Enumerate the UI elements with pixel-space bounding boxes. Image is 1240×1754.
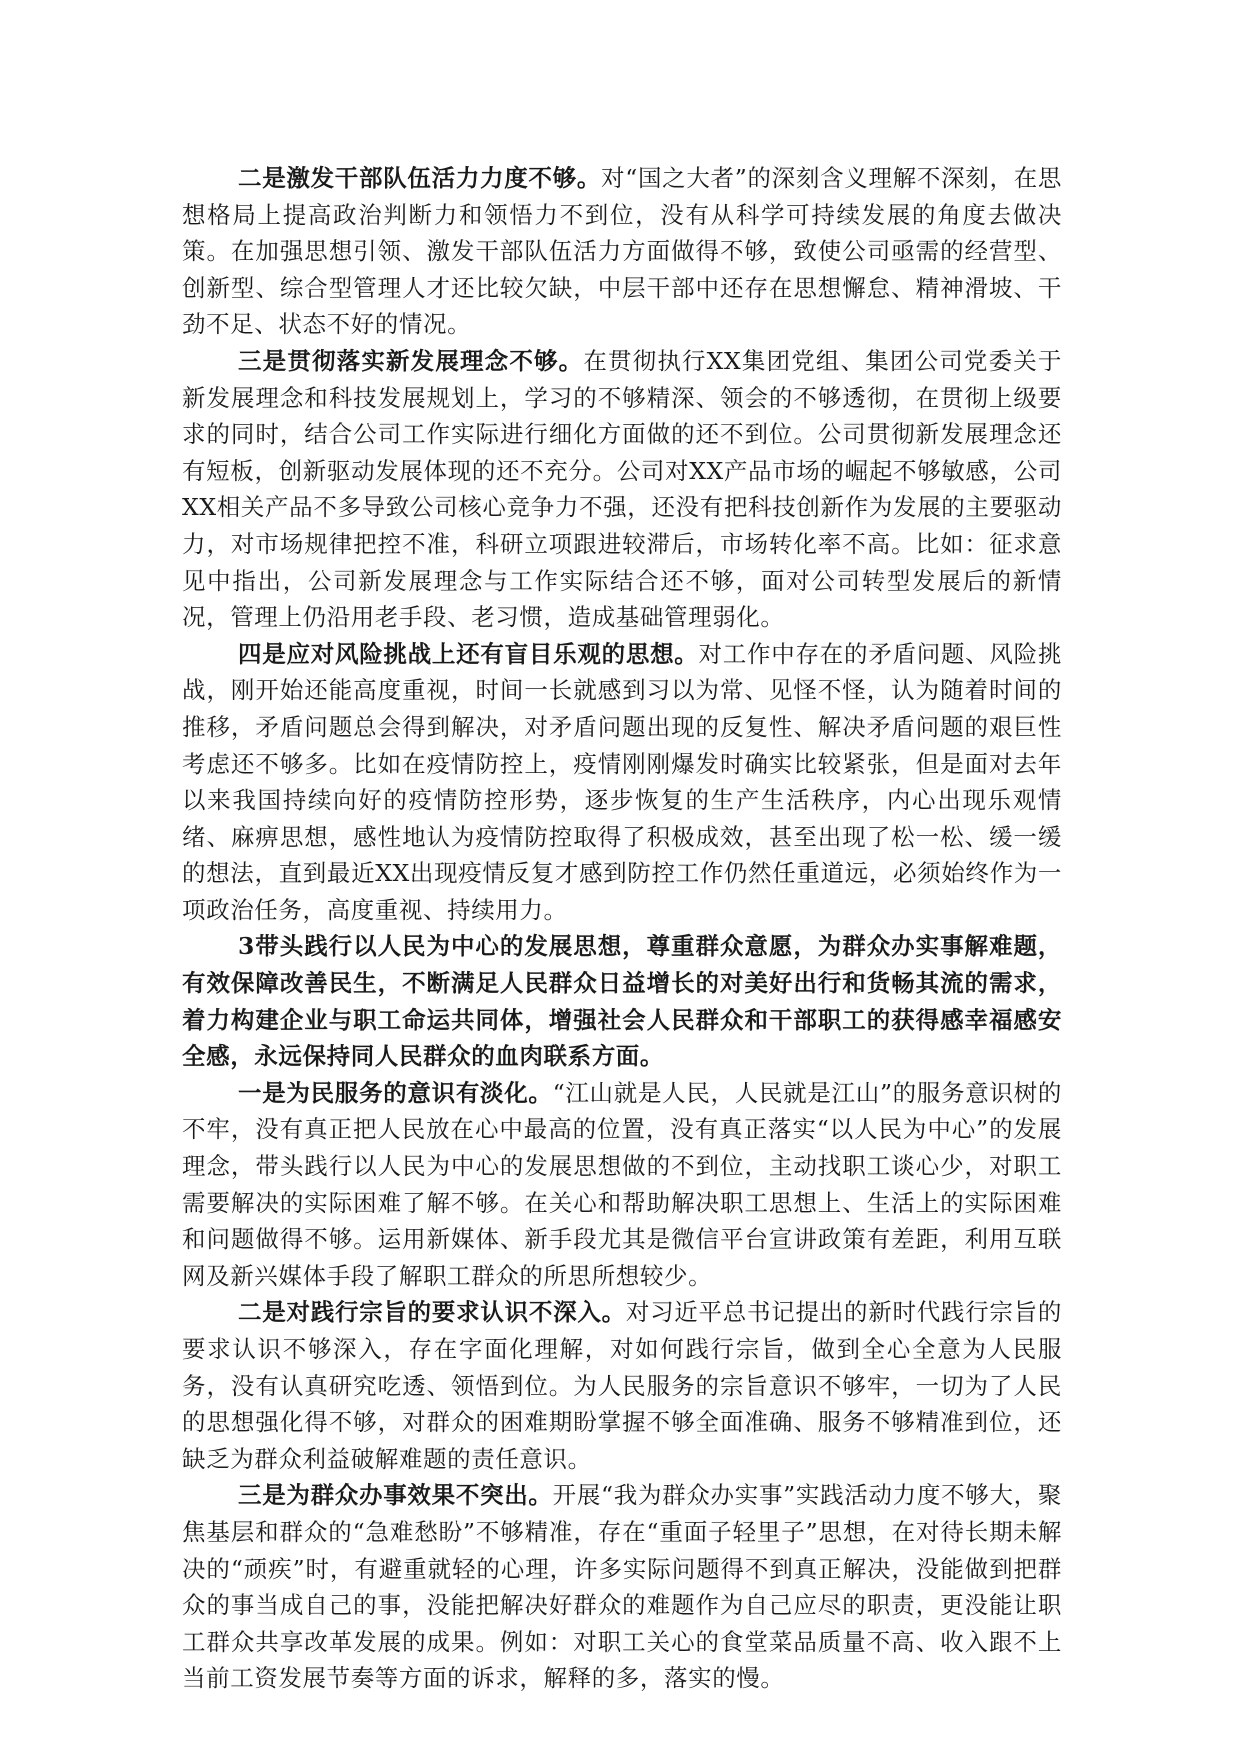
section-heading: 3带头践行以人民为中心的发展思想，尊重群众意愿，为群众办实事解难题，有效保障改善民生，不断满足人民群众日益增长的对美好出行和货畅其流的需求，着力构建企业与职工命运共同体，增强社会人民群众和干部职工的获得感幸福感安全感，永远保持同人民群众的血肉联系方面。 bbox=[182, 932, 1062, 1071]
paragraph-7 bbox=[182, 1477, 1062, 1697]
paragraph-2-body: 在贯彻执行XX集团党组、集团公司党委关于新发展理念和科技发展规划上，学习的不够精深、领会的不够透彻，在贯彻上级要求的同时，结合公司工作实际进行细化方面做的还不到位。公司贯彻新发展理念还有短板，创新驱动发展体现的还不充分。公司对XX产品市场的崛起不够敏感，公司XX相关产品不多导致公司核心竞争力不强，还没有把科技创新作为发展的主要驱动力，对市场规律把控不准，科研立项跟进较滞后，市场转化率不高。比如：征求意见中指出，公司新发展理念与工作实际结合还不够，面对公司转型发展后的新情况，管理上仍沿用老手段、老习惯，造成基础管理弱化。 bbox=[182, 346, 1062, 632]
paragraph-2 bbox=[182, 343, 1062, 636]
paragraph-5-lead: 一是为民服务的意识有淡化。 bbox=[238, 1078, 553, 1107]
paragraph-3-body: 对工作中存在的矛盾问题、风险挑战，刚开始还能高度重视，时间一长就感到习以为常、见怪不怪，认为随着时间的推移，矛盾问题总会得到解决，对矛盾问题出现的反复性、解决矛盾问题的艰巨性考虑还不够多。比如在疫情防控上，疫情刚刚爆发时确实比较紧张，但是面对去年以来我国持续向好的疫情防控形势，逐步恢复的生产生活秩序，内心出现乐观情绪、麻痹思想，感性地认为疫情防控取得了积极成效，甚至出现了松一松、缓一缓的想法，直到最近XX出现疫情反复才感到防控工作仍然任重道远，必须始终作为一项政治任务，高度重视、持续用力。 bbox=[182, 639, 1062, 924]
paragraph-7-lead: 三是为群众办事效果不突出。 bbox=[238, 1481, 553, 1510]
paragraph-1-lead: 二是激发干部队伍活力力度不够。 bbox=[238, 164, 602, 192]
paragraph-5-body: “江山就是人民，人民就是江山”的服务意识树的不牢，没有真正把人民放在心中最高的位置，没有真正落实“以人民为中心”的发展理念，带头践行以人民为中心的发展思想做的不到位，主动找职工谈心少，对职工需要解决的实际困难了解不够。在关心和帮助解决职工思想上、生活上的实际困难和问题做得不够。运用新媒体、新手段尤其是微信平台宣讲政策有差距，利用互联网及新兴媒体手段了解职工群众的所思所想较少。 bbox=[182, 1078, 1062, 1290]
paragraph-6-body: 对习近平总书记提出的新时代践行宗旨的要求认识不够深入，存在字面化理解，对如何践行宗旨，做到全心全意为人民服务，没有认真研究吃透、领悟到位。为人民服务的宗旨意识不够牢，一切为了人民的思想强化得不够，对群众的困难期盼掌握不够全面准确、服务不够精准到位，还缺乏为群众利益破解难题的责任意识。 bbox=[182, 1298, 1062, 1473]
paragraph-1-body: 对“国之大者”的深刻含义理解不深刻，在思想格局上提高政治判断力和领悟力不到位，没有从科学可持续发展的角度去做决策。在加强思想引领、激发干部队伍活力方面做得不够，致使公司亟需的经营型、创新型、综合型管理人才还比较欠缺，中层干部中还存在思想懈怠、精神滑坡、干劲不足、状态不好的情况。 bbox=[182, 164, 1062, 339]
paragraph-6-lead: 二是对践行宗旨的要求认识不深入。 bbox=[238, 1298, 626, 1327]
paragraph-3 bbox=[182, 636, 1062, 929]
document-page bbox=[182, 160, 1062, 1697]
paragraph-2-lead: 三是贯彻落实新发展理念不够。 bbox=[238, 346, 584, 375]
paragraph-1 bbox=[182, 160, 1062, 343]
paragraph-7-body: 开展“我为群众办实事”实践活动力度不够大，聚焦基层和群众的“急难愁盼”不够精准，存在“重面子轻里子”思想，在对待长期未解决的“顽疾”时，有避重就轻的心理，许多实际问题得不到真正解决，没能做到把群众的事当成自己的事，没能把解决好群众的难题作为自己应尽的职责，更没能让职工群众共享改革发展的成果。例如：对职工关心的食堂菜品质量不高、收入跟不上当前工资发展节奏等方面的诉求，解释的多，落实的慢。 bbox=[182, 1481, 1062, 1693]
paragraph-5 bbox=[182, 1075, 1062, 1295]
paragraph-3-lead: 四是应对风险挑战上还有盲目乐观的思想。 bbox=[238, 639, 699, 668]
paragraph-6 bbox=[182, 1294, 1062, 1477]
